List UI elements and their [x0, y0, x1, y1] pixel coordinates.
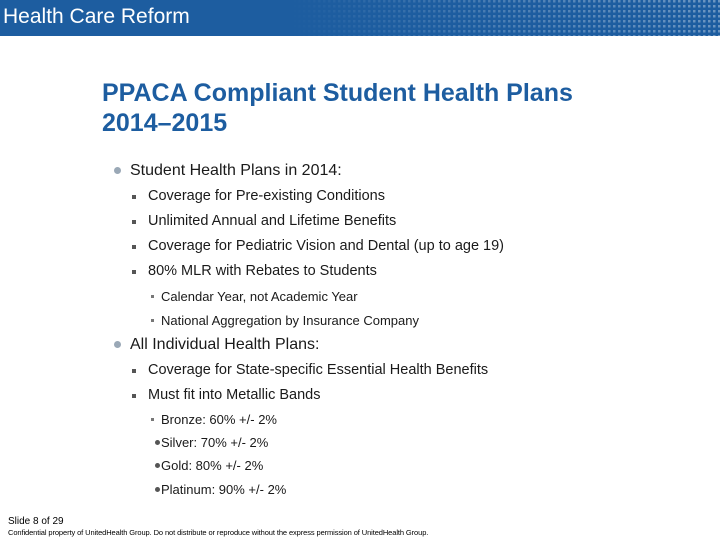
list-item: Coverage for Pre-existing Conditions	[148, 188, 385, 204]
sub-list-item: Gold: 80% +/- 2%	[161, 458, 264, 473]
bullet-square-icon	[132, 195, 136, 199]
slide-title-line-2: 2014–2015	[102, 109, 228, 137]
list-item: 80% MLR with Rebates to Students	[148, 263, 377, 279]
sub-list-item: National Aggregation by Insurance Company	[161, 313, 419, 328]
bullet-square-icon	[151, 295, 154, 298]
list-item: Unlimited Annual and Lifetime Benefits	[148, 213, 397, 229]
bullet-square-icon	[132, 394, 136, 398]
bullet-dot-icon	[114, 167, 121, 174]
header-pattern	[288, 0, 720, 36]
bullet-square-icon	[151, 418, 154, 421]
list-item: Must fit into Metallic Bands	[148, 387, 321, 403]
header-title: Health Care Reform	[3, 5, 190, 28]
bullet-square-icon	[151, 319, 154, 322]
confidential-notice: Confidential property of UnitedHealth Group. Do not distribute or reproduce without the express permission of UnitedHealth Group.	[8, 528, 429, 537]
bullet-circle-icon	[155, 463, 160, 468]
bullet-circle-icon	[155, 440, 160, 445]
sub-list-item: Silver: 70% +/- 2%	[161, 435, 269, 450]
list-item: Coverage for Pediatric Vision and Dental (up to age 19)	[148, 238, 505, 254]
slide-title-line-1: PPACA Compliant Student Health Plans	[102, 79, 573, 107]
slide-title	[102, 78, 702, 138]
bullet-square-icon	[132, 270, 136, 274]
sub-list-item: Bronze: 60% +/- 2%	[161, 412, 277, 427]
bullet-square-icon	[132, 369, 136, 373]
bullet-circle-icon	[155, 487, 160, 492]
sub-list-item: Calendar Year, not Academic Year	[161, 289, 358, 304]
sub-list-item: Platinum: 90% +/- 2%	[161, 482, 287, 497]
slide-number: Slide 8 of 29	[8, 516, 64, 527]
bullet-dot-icon	[114, 341, 121, 348]
bullet-square-icon	[132, 245, 136, 249]
bullet-square-icon	[132, 220, 136, 224]
section-heading: All Individual Health Plans:	[130, 336, 320, 353]
header-bar	[0, 0, 720, 36]
list-item: Coverage for State-specific Essential Health Benefits	[148, 362, 489, 378]
section-heading: Student Health Plans in 2014:	[130, 162, 342, 179]
